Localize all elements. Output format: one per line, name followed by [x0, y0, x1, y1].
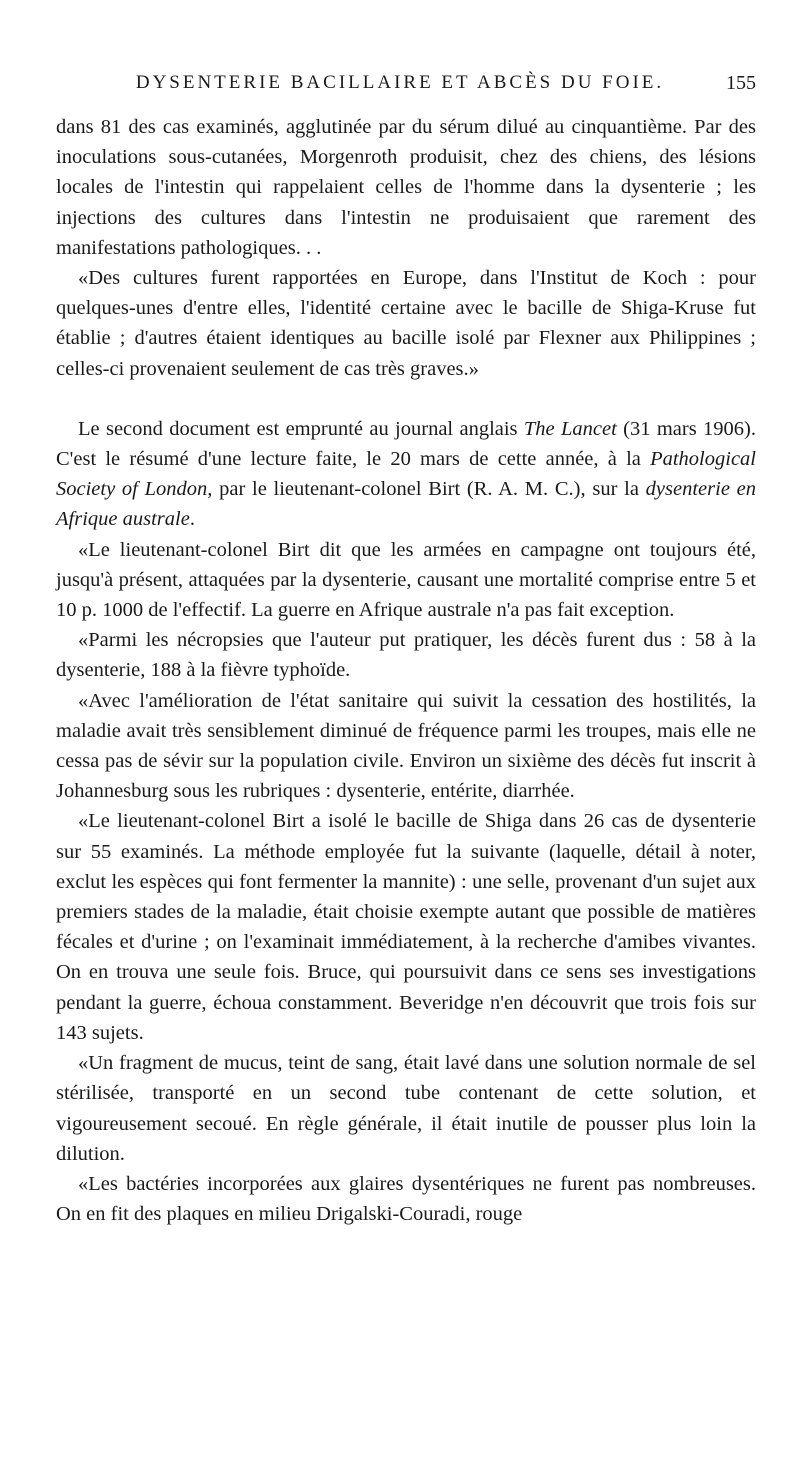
society-name: Pathological Society of London,: [56, 448, 756, 501]
paragraph-9: [56, 1169, 756, 1229]
paragraph-5-text: «Parmi les nécropsies que l'auteur put pratiquer, les décès furent dus : 58 à la dysenterie, 188 à la fièvre typhoïde.: [56, 629, 756, 682]
running-head: [0, 66, 800, 100]
paragraph-2-text: «Des cultures furent rapportées en Europe, dans l'Institut de Koch : pour quelques-unes d'entre elles, l'identité certaine avec le bacille de Shiga-Kruse fut établie ; d'autres étaient identiques au bacille isolé par Flexner aux Philippines ; celles-ci provenaient seulement de cas très graves.»: [56, 267, 756, 380]
paragraph-8: [56, 1048, 756, 1169]
body-text: [56, 112, 756, 1229]
paragraph-4-text: «Le lieutenant-colonel Birt dit que les armées en campagne ont toujours été, jusqu'à présent, attaquées par la dysenterie, causant une mortalité comprise entre 5 et 10 p. 1000 de l'effectif. La guerre en Afrique australe n'a pas fait exception.: [56, 538, 756, 622]
paragraph-7: [56, 806, 756, 1048]
p3-part-d: .: [189, 508, 195, 531]
p3-part-b: (31 mars 1906). C'est le résumé d'une lecture faite, le 20 mars de cette année, à la: [56, 417, 756, 471]
page-number: 155: [726, 72, 756, 94]
p3-part-c: par le lieutenant-colonel Birt (R. A. M. C.), sur la: [212, 478, 646, 501]
paragraph-6-text: «Avec l'amélioration de l'état sanitaire qui suivit la cessation des hostilités, la maladie avait très sensiblement diminué de fréquence parmi les troupes, mais elle ne cessa pas de sévir sur la population civile. Environ un sixième des décès fut inscrit à Johannesburg sous les rubriques : dysenterie, entérite, diarrhée.: [56, 689, 756, 803]
lecture-topic: dysenterie en Afrique australe: [56, 478, 756, 531]
paragraph-6: [56, 686, 756, 807]
paragraph-7-text: «Le lieutenant-colonel Birt a isolé le bacille de Shiga dans 26 cas de dysenterie sur 55 examinés. La méthode employée fut la suivante (laquelle, détail à noter, exclut les espèces qui font fermenter la mannite) : une selle, provenant d'un sujet aux premiers stades de la maladie, était choisie exempte autant que possible de matières fécales et d'urine ; on l'examinait immédiatement, à la recherche d'amibes vivantes. On en trouva une seule fois. Bruce, qui poursuivit dans ce sens ses investigations pendant la guerre, échoua constamment. Beveridge n'en découvrit que trois fois sur 143 sujets.: [56, 810, 756, 1044]
journal-title: The Lancet: [523, 417, 617, 440]
paragraph-9-text: «Les bactéries incorporées aux glaires dysentériques ne furent pas nombreuses. On en fit des plaques en milieu Drigalski-Couradi, rouge: [56, 1172, 756, 1226]
running-title: DYSENTERIE BACILLAIRE ET ABCÈS DU FOIE.: [135, 72, 665, 93]
paragraph-1: dans 81 des cas examinés, agglutinée par du sérum dilué au cinquantième. Par des inoculations sous-cutanées, Morgenroth produisit, chez des chiens, des lésions locales de l'intestin qui rappelaient celles de l'homme dans la dysenterie ; les injections des cultures dans l'intestin ne produisaient que rarement des manifestations pathologiques. . .: [56, 116, 756, 259]
paragraph-3: [56, 414, 756, 535]
paragraph-2: [56, 263, 756, 384]
paragraph-5: [56, 625, 756, 685]
paragraph-4: [56, 535, 756, 626]
paragraph-8-text: «Un fragment de mucus, teint de sang, était lavé dans une solution normale de sel stérilisée, transporté en un second tube contenant de cette solution, et vigoureusement secoué. En règle générale, il était inutile de pousser plus loin la dilution.: [56, 1052, 756, 1165]
p3-part-a: Le second document est emprunté au journal anglais: [78, 417, 524, 440]
